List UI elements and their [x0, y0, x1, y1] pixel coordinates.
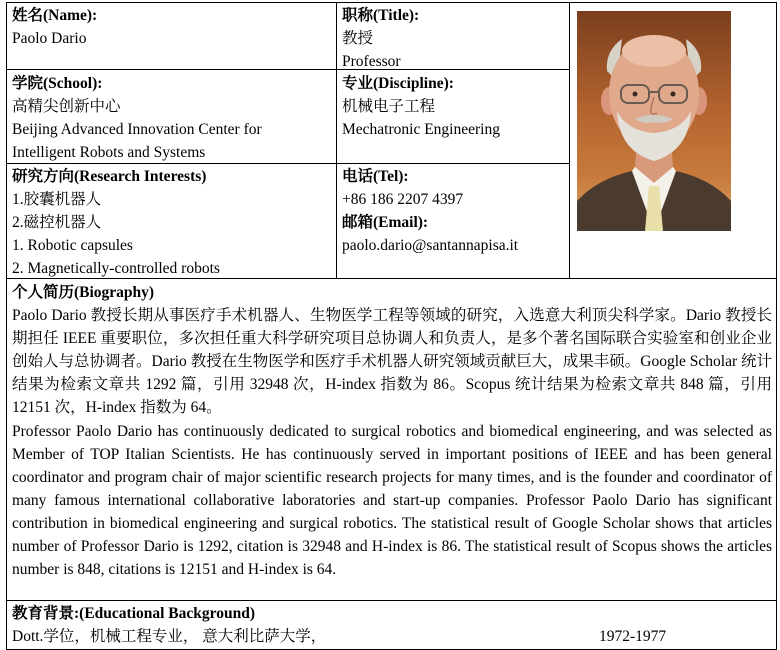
tel-value: +86 186 2207 4397	[342, 191, 464, 208]
email-value: paolo.dario@santannapisa.it	[342, 237, 519, 254]
biography-text-en: Professor Paolo Dario has continuously dedicated to surgical robotics and biomedical engineering, and was selected as Member of TOP Italian Scientists. He has continuously served in important positions of IEEE and has been general coordinator and program chair of major scientific research projects for many times, and is the founder and coordinator of many famous international collaborative laboratories and start-up companies. Professor Paolo Dario has significant contribution in biomedical engineering and surgical robotics. The statistical result of Google Scholar shows that articles number of Professor Dario is 1292, citation is 32948 and H-index is 86. The statistical result of Scopus shows the articles number is 848, citations is 12151 and H-index is 64.	[12, 422, 772, 579]
portrait-illustration	[577, 11, 731, 231]
row-divider	[7, 600, 776, 601]
contact-cell	[337, 165, 569, 257]
discipline-cell	[337, 72, 569, 141]
education-years: 1972-1977	[599, 628, 667, 645]
discipline-value-cn: 机械电子工程	[342, 98, 436, 115]
research-item: 2.磁控机器人	[12, 214, 102, 231]
tel-label: 电话(Tel):	[342, 168, 409, 185]
title-label: 职称(Title):	[342, 7, 420, 24]
education-cell	[7, 602, 776, 648]
research-label: 研究方向(Research Interests)	[12, 168, 207, 185]
biography-cell	[7, 281, 776, 581]
name-value: Paolo Dario	[12, 30, 87, 47]
school-cell	[7, 72, 336, 164]
profile-table	[6, 2, 777, 650]
discipline-label: 专业(Discipline):	[342, 75, 454, 92]
school-value-en-line1: Beijing Advanced Innovation Center for	[12, 121, 262, 138]
biography-text-cn: Paolo Dario 教授长期从事医疗手术机器人、生物医学工程等领域的研究，入选意大利顶尖科学家。Dario 教授长期担任 IEEE 重要职位，多次担任重大科学研究项目总协调人和负责人，是多个著名国际联合实验室和创业企业创始人与总协调者。Dario 教授在生物医学和医疗手术机器人研究领域贡献巨大，成果丰硕。Google Scholar 统计结果为检索文章共 1292 篇，引用 32948 次，H-index 指数为 86。Scopus 统计结果为检索文章共 848 篇，引用 12151 次，H-index 指数为 64。	[12, 307, 772, 417]
school-value-en-line2: Intelligent Robots and Systems	[12, 144, 206, 161]
school-value-cn: 高精尖创新中心	[12, 98, 121, 115]
research-item: 1.胶囊机器人	[12, 191, 102, 208]
column-divider	[569, 3, 570, 278]
research-item: 2. Magnetically-controlled robots	[12, 260, 220, 277]
education-degree: Dott.学位，机械工程专业， 意大利比萨大学，	[12, 628, 327, 645]
name-cell	[7, 4, 336, 50]
title-value-cn: 教授	[342, 30, 374, 47]
email-label: 邮箱(Email):	[342, 214, 429, 231]
research-item: 1. Robotic capsules	[12, 237, 133, 254]
biography-label: 个人简历(Biography)	[12, 284, 155, 301]
title-value-en: Professor	[342, 53, 401, 70]
portrait-photo	[577, 11, 731, 231]
name-label: 姓名(Name):	[12, 7, 98, 24]
school-label: 学院(School):	[12, 75, 103, 92]
title-cell	[337, 4, 569, 73]
education-label: 教育背景:(Educational Background)	[12, 605, 256, 622]
discipline-value-en: Mechatronic Engineering	[342, 121, 500, 138]
research-cell	[7, 165, 336, 280]
